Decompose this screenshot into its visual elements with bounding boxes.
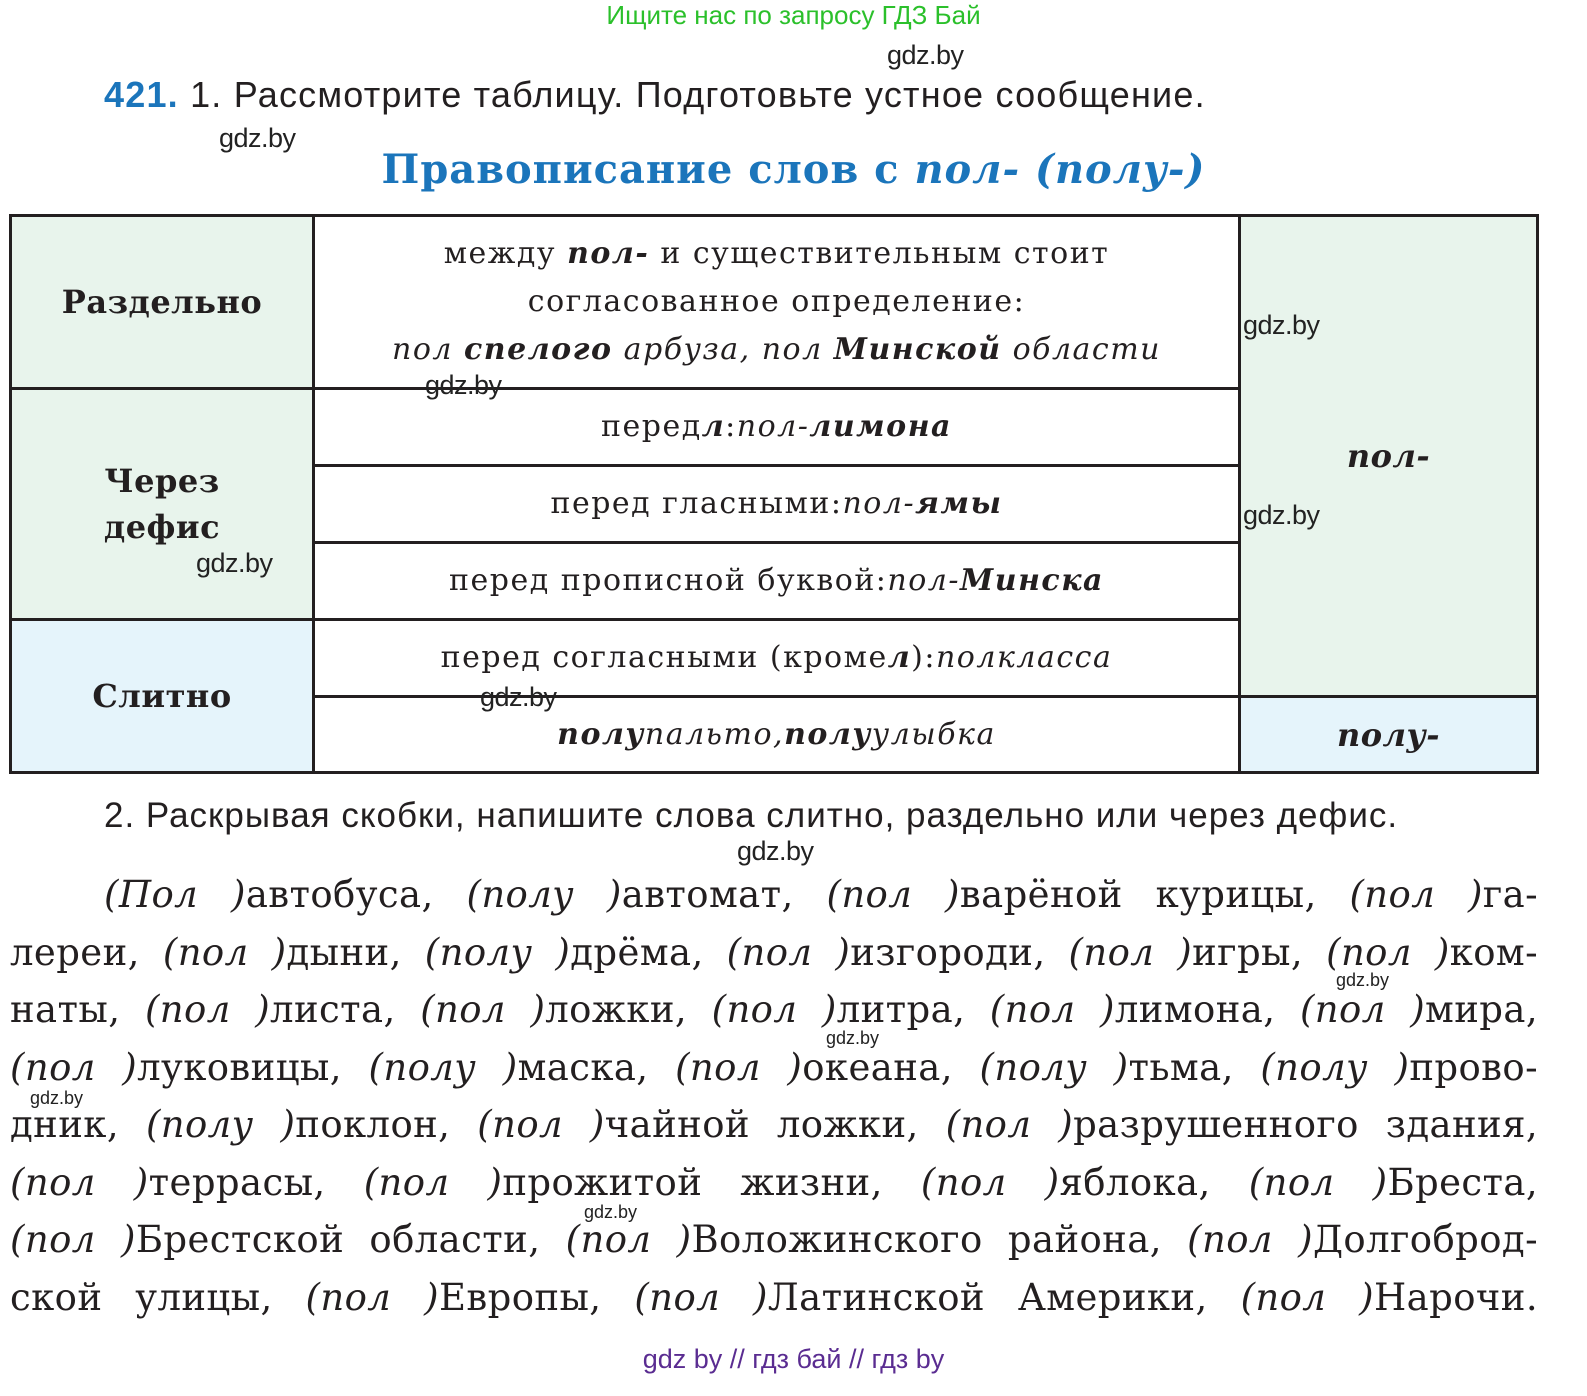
example-bold: Минска [960, 563, 1104, 598]
category-label: Через дефис [103, 462, 221, 546]
rule-prefix: пол- [567, 236, 650, 271]
rule-text: перед прописной буквой: [449, 563, 888, 598]
word-text: Нарочи. [1374, 1275, 1538, 1319]
word-text: разрушенного здания, [1073, 1103, 1539, 1146]
rule-text: между [443, 236, 568, 271]
watermark: gdz.by [887, 40, 964, 70]
example-bold: спелого [464, 332, 613, 367]
rule-line: согласованное определение: [527, 284, 1026, 319]
word-text: наты, [10, 988, 145, 1031]
bracket-prefix: (пол ) [989, 988, 1115, 1031]
rule-text: : [725, 409, 737, 444]
exercise-line [10, 1211, 1538, 1269]
bracket-prefix: (пол ) [920, 1160, 1060, 1204]
word-text: прово- [1409, 1045, 1538, 1089]
word-text: литра, [836, 988, 990, 1031]
bracket-prefix: (полу ) [1260, 1045, 1410, 1089]
exercise-line [10, 1096, 1538, 1154]
word-text: лереи, [10, 930, 163, 974]
bracket-prefix: (пол ) [1248, 1160, 1388, 1204]
example-text: класса [996, 640, 1113, 675]
bracket-prefix: (пол ) [1068, 930, 1193, 974]
search-banner: Ищите нас по запросу ГДЗ Бай [606, 0, 981, 30]
word-text: террасы, [148, 1160, 364, 1204]
rule-row-before-capital [315, 544, 1241, 621]
word-text: лимона, [1114, 988, 1300, 1031]
spelling-rule-table [9, 214, 1539, 774]
word-text: океана, [802, 1045, 980, 1089]
example-text: улыбка [871, 716, 996, 752]
exercise-line [10, 866, 1538, 924]
task-number: 421. [104, 74, 179, 115]
word-text: яблока, [1059, 1160, 1249, 1204]
bracket-prefix: (полу ) [466, 873, 622, 916]
prefix-polu-cell [1241, 698, 1536, 771]
bracket-prefix: (пол ) [305, 1275, 439, 1319]
bracket-prefix: (полу ) [368, 1045, 518, 1089]
word-text: тьма, [1128, 1045, 1261, 1089]
example-bold: полу [784, 716, 872, 752]
word-text: чайной ложки, [604, 1103, 946, 1146]
prefix-label: полу- [1337, 715, 1440, 754]
rule-letter: л [701, 409, 726, 444]
rule-row-before-vowels [315, 467, 1241, 544]
bracket-prefix: (пол ) [565, 1218, 692, 1261]
word-text: изгороди, [850, 930, 1069, 974]
word-text: маска, [517, 1045, 676, 1089]
bracket-prefix: (пол ) [675, 1045, 803, 1089]
footer-links: gdz by // гдз бай // гдз by [642, 1344, 945, 1374]
watermark: gdz.by [30, 1088, 84, 1108]
task-part2-text: 2. Раскрывая скобки, напишите слова слитно, раздельно или через дефис. [104, 796, 1399, 835]
word-text: ложки, [545, 988, 712, 1031]
word-text: га- [1482, 873, 1539, 916]
exercise-line [10, 1039, 1538, 1097]
word-text: Бреста, [1387, 1160, 1539, 1204]
watermark: gdz.by [480, 682, 557, 712]
word-text: дрёма, [570, 930, 727, 974]
category-label: Слитно [92, 677, 232, 715]
rule-text: перед гласными: [550, 486, 843, 521]
watermark: gdz.by [219, 123, 296, 153]
bracket-prefix: (пол ) [144, 988, 271, 1031]
word-text: автобуса, [245, 873, 467, 916]
exercise-line [10, 981, 1538, 1039]
watermark: gdz.by [584, 1202, 638, 1222]
watermark: gdz.by [1243, 500, 1320, 530]
bracket-prefix: (пол ) [726, 930, 851, 974]
bracket-prefix: (полу ) [145, 1103, 296, 1146]
bracket-prefix: (полу ) [424, 930, 571, 974]
table-title [0, 146, 1587, 193]
bracket-prefix: (пол ) [363, 1160, 503, 1204]
word-text: поклон, [295, 1103, 478, 1146]
word-text: дыни, [286, 930, 425, 974]
table-title-italic: пол- (полу-) [914, 146, 1206, 193]
category-together [12, 621, 315, 771]
word-text: мира, [1425, 988, 1538, 1031]
rule-row-before-consonants [315, 621, 1241, 698]
rule-line [444, 230, 1110, 278]
word-text: ком- [1449, 930, 1538, 974]
bracket-prefix: (пол ) [1187, 1218, 1313, 1261]
word-text: Долгоброд- [1312, 1218, 1538, 1261]
bracket-prefix: (пол ) [1240, 1275, 1375, 1319]
word-text: ской улицы, [10, 1275, 306, 1319]
exercise-line [10, 924, 1538, 982]
category-hyphen [12, 390, 315, 621]
example-text: пол [392, 332, 465, 367]
rule-text: перед [601, 409, 702, 444]
watermark: gdz.by [737, 836, 814, 866]
watermark: gdz.by [1336, 970, 1390, 990]
word-text: Латинской Америки, [767, 1275, 1241, 1319]
rule-row-separately [315, 217, 1241, 390]
category-label: Раздельно [61, 283, 263, 321]
prefix-label: пол- [1346, 437, 1431, 475]
rule-letter: л [887, 640, 912, 675]
bracket-prefix: (пол ) [10, 1160, 149, 1204]
bracket-prefix: (пол ) [1326, 930, 1450, 974]
bracket-prefix: (пол ) [945, 1103, 1074, 1146]
task-heading [104, 74, 1206, 116]
word-text: прожитой жизни, [502, 1160, 921, 1204]
category-separately [12, 217, 315, 390]
rule-row-before-l [315, 390, 1241, 467]
exercise-line [10, 1269, 1538, 1327]
example-bold: Минской [833, 332, 1002, 367]
rule-text: ): [911, 640, 936, 675]
word-text: листа, [270, 988, 421, 1031]
example-text: пол- [842, 486, 916, 521]
example-bold: полу [557, 716, 645, 752]
bracket-prefix: (пол ) [477, 1103, 605, 1146]
bracket-prefix: (пол ) [826, 873, 960, 916]
example-text: пол- [736, 409, 810, 444]
bracket-prefix: (пол ) [1299, 988, 1426, 1031]
bracket-prefix: (пол ) [1349, 873, 1483, 916]
word-text: Европы, [439, 1275, 635, 1319]
bracket-prefix: (пол ) [162, 930, 287, 974]
prefix-pol-cell [1241, 217, 1536, 698]
example-text: пальто, [644, 716, 785, 752]
bracket-prefix: (пол ) [711, 988, 837, 1031]
watermark: gdz.by [1243, 310, 1320, 340]
word-text: луковицы, [137, 1045, 369, 1089]
word-text: дник, [10, 1103, 146, 1146]
bracket-prefix: (пол ) [10, 1218, 136, 1261]
example-bold: лимона [809, 409, 952, 444]
watermark: gdz.by [196, 548, 273, 578]
example-text: пол [935, 640, 997, 675]
watermark: gdz.by [425, 370, 502, 400]
bracket-prefix: (пол ) [634, 1275, 768, 1319]
rule-text: и существительным стоит [649, 236, 1110, 271]
bracket-prefix: (пол ) [10, 1045, 138, 1089]
bracket-prefix: (полу ) [979, 1045, 1129, 1089]
word-text: варёной курицы, [959, 873, 1350, 916]
rule-example [392, 326, 1161, 374]
watermark: gdz.by [826, 1028, 880, 1048]
rule-text: перед согласными (кроме [440, 640, 888, 675]
example-text: области [1001, 332, 1161, 367]
word-text: Воложинского района, [691, 1218, 1188, 1261]
task-part1-text: 1. Рассмотрите таблицу. Подготовьте устное сообщение. [190, 74, 1206, 115]
example-bold: ямы [915, 486, 1003, 521]
table-title-plain: Правописание слов с [381, 146, 915, 193]
example-text: арбуза, пол [612, 332, 834, 367]
word-text: автомат, [621, 873, 827, 916]
rule-row-polu [315, 698, 1241, 771]
bracket-prefix: (пол ) [420, 988, 546, 1031]
word-text: Брестской области, [135, 1218, 566, 1261]
bracket-prefix: (Пол ) [104, 873, 246, 916]
word-text: игры, [1192, 930, 1327, 974]
exercise-line [10, 1154, 1538, 1212]
exercise-text [10, 866, 1538, 1326]
example-text: пол- [887, 563, 961, 598]
